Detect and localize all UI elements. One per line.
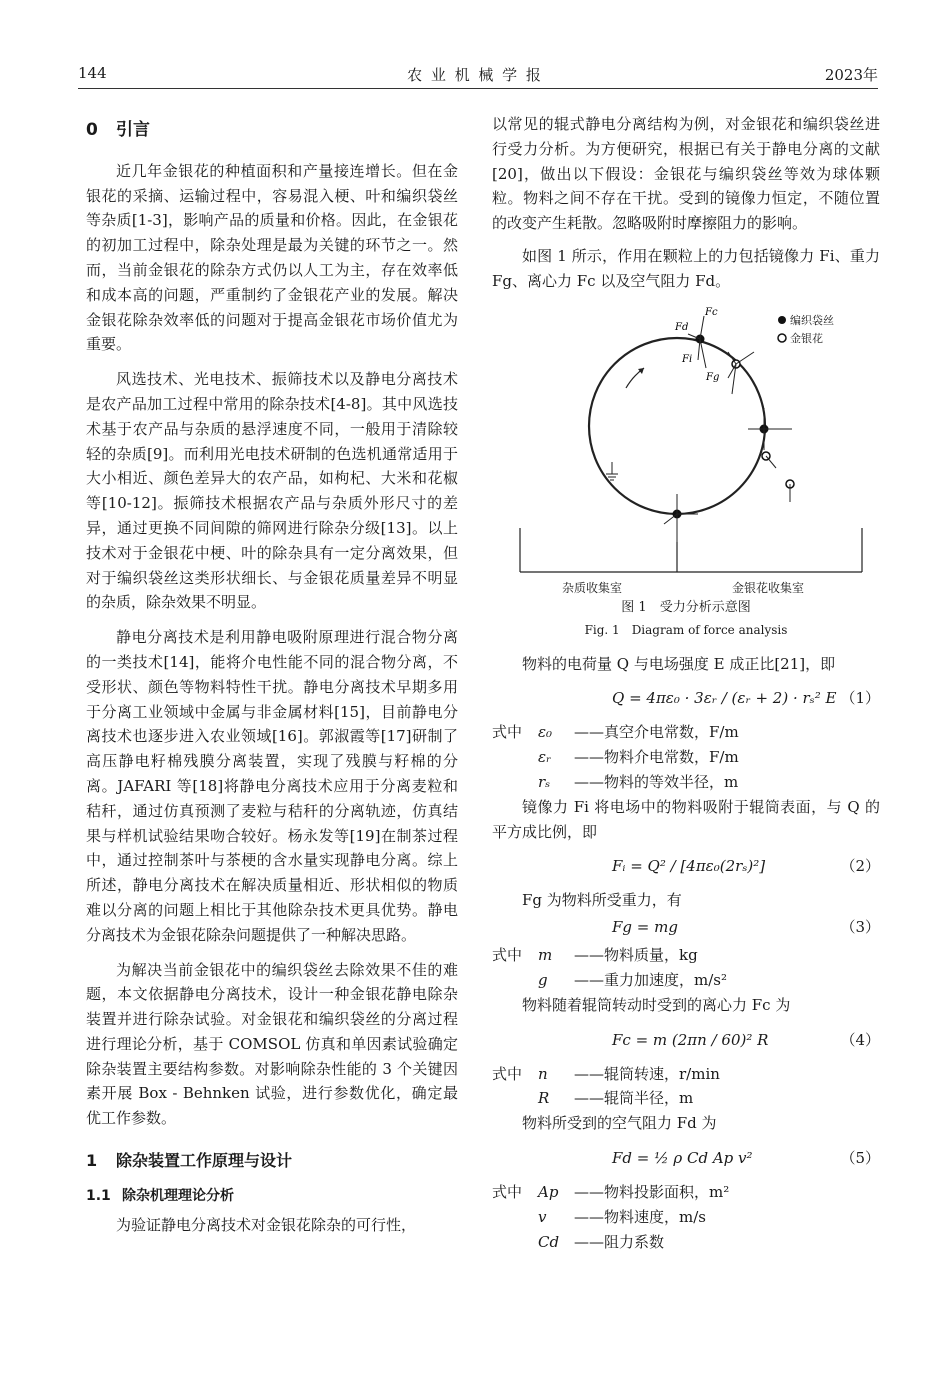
equation-5-number: （5） (840, 1148, 880, 1167)
definition-row: R ——辊筒半径，m (538, 1089, 694, 1108)
legend-flower-marker (778, 334, 786, 342)
section-0-heading (86, 118, 458, 143)
equation-3-number: （3） (840, 918, 880, 937)
eq-intro-4: 物料随着辊筒转动时受到的离心力 Fc 为 (522, 995, 791, 1014)
definition-row: 式中 Ap ——物料投影面积，m² (492, 1182, 730, 1201)
definition-row: 式中 n ——辊筒转速，r/min (492, 1064, 720, 1083)
year: 2023年 (824, 66, 878, 84)
section-1-1-heading (86, 1184, 458, 1209)
page-number: 144 (78, 64, 107, 82)
section-title: 引言 (116, 120, 150, 140)
intro-paragraph-3: 静电分离技术是利用静电吸附原理进行混合物分离的一类技术[14]，能将介电性能不同的混合物分离，不受形状、颜色等物料特性干扰。静电分离技术早期多用于分离工业领域中金属与非金属材料[15]，目前静电分离技术也逐步进入农业领域[16]。郭淑霞等[17]研制了高压静电籽棉残膜分离装置，实现了残膜与籽棉的分离。JAFARI 等[18]将静电分离技术应用于分离麦粒和秸秆，通过仿真预测了麦粒与秸秆的分离轨迹，仿真结果与样机试验结果吻合较好。杨永发等[19]在制茶过程中，通过控制茶叶与茶梗的含水量实现静电分离。综上所述，静电分离技术在解决质量相近、形状相似的物质难以分离的问题上相比于其他除杂技术更具优势。静电分离技术为金银花除杂问题提供了一种解决思路。 (86, 628, 458, 944)
equation-1-body: Q = 4πε₀ · 3εᵣ / (εᵣ + 2) · rₛ² E (612, 689, 837, 708)
definition-row: v ——物料速度，m/s (538, 1207, 706, 1226)
label-Fg: Fg (706, 371, 720, 383)
section-number: 1 (86, 1151, 98, 1171)
subsection-number: 1.1 (86, 1187, 111, 1204)
equation-4-number: （4） (840, 1030, 880, 1049)
definition-row: rₛ ——物料的等效半径，m (538, 772, 739, 791)
legend-fiber-marker (778, 316, 786, 324)
equation-3 (492, 913, 880, 943)
analysis-paragraph-2: 如图 1 所示，作用在颗粒上的力包括镜像力 Fi、重力 Fg、离心力 Fc 以及空气阻力 Fd。 (492, 246, 880, 290)
equation-2 (492, 844, 880, 888)
definition-row: 式中 m ——物料质量，kg (492, 946, 698, 965)
equation-4-body: Fc = m (2πn / 60)² R (612, 1030, 769, 1049)
intro-paragraph-1: 近几年金银花的种植面积和产量接连增长。但在金银花的采摘、运输过程中，容易混入梗、叶和编织袋丝等杂质[1-3]，影响产品的质量和价格。因此，在金银花的初加工过程中，除杂处理是最为关键的环节之一。然而，当前金银花的除杂方式仍以人工为主，存在效率低和成本高的问题，严重制约了金银花产业的发展。解决金银花除杂效率低的问题对于提高金银花市场价值尤为重要。 (86, 161, 458, 354)
header-rule (78, 88, 878, 89)
label-Fi: Fi (682, 353, 693, 365)
equation-5 (492, 1136, 880, 1180)
arrow-Fc-falling (766, 456, 776, 468)
rotation-arrowhead (638, 368, 644, 374)
definition-row: Cd ——阻力系数 (538, 1232, 665, 1251)
figure-caption-cn: 图 1 受力分析示意图 (621, 599, 751, 615)
eq-intro-1: 物料的电荷量 Q 与电场强度 E 成正比[21]，即 (522, 654, 836, 673)
figure-1 (492, 294, 880, 644)
equation-2-body: Fᵢ = Q² / [4πε₀(2rₛ)²] (612, 857, 766, 876)
bin-impurity-label: 杂质收集室 (562, 580, 623, 595)
label-Fd: Fd (675, 321, 689, 333)
equation-5-body: Fd = ½ ρ Cd Ap v² (612, 1148, 753, 1167)
intro-paragraph-4: 为解决当前金银花中的编织袋丝去除效果不佳的难题，本文依据静电分离技术，设计一种金银花静电除杂装置并进行除杂试验。对金银花和编织袋丝的分离过程进行理论分析，基于 COMSOL 仿真和单因素试验确定除杂装置主要结构参数。对影响除杂性能的 3 个关键因素开展 Box - Behnken 试验，进行参数优化，确定最优工作参数。 (86, 960, 458, 1128)
section-title: 除杂装置工作原理与设计 (116, 1151, 293, 1171)
bin-flower-label: 金银花收集室 (732, 580, 805, 595)
equation-3-body: Fg = mg (612, 918, 678, 937)
arrow-Fc-flower (736, 352, 754, 364)
right-column (492, 112, 880, 1254)
legend (790, 312, 834, 348)
equation-1 (492, 676, 880, 720)
legend-fiber: 编织袋丝 (790, 313, 834, 327)
legend-flower: 金银花 (790, 331, 823, 345)
journal-title: 农 业 机 械 学 报 (407, 66, 543, 84)
analysis-paragraph-1: 以常见的辊式静电分离结构为例，对金银花和编织袋丝进行受力分析。为方便研究，根据已有关于静电分离的文献[20]，做出以下假设：金银花与编织袋丝等效为球体颗粒。物料之间不存在干扰。受到的镜像力恒定，不随位置的改变产生耗散。忽略吸附时摩擦阻力的影响。 (492, 115, 880, 233)
equation-1-number: （1） (840, 689, 880, 708)
definition-row: 式中 ε₀ ——真空介电常数，F/m (492, 723, 739, 742)
eq-intro-3: Fg 为物料所受重力，有 (522, 891, 682, 910)
section-number: 0 (86, 120, 98, 140)
intro-paragraph-2: 风选技术、光电技术、振筛技术以及静电分离技术是农产品加工过程中常用的除杂技术[4-8]。其中风选技术基于农产品与杂质的悬浮速度不同，一般用于清除较轻的杂质[9]。而利用光电技术研制的色选机通常适用于大小相近、颜色差异大的农产品，如枸杞、大米和花椒等[10-12]。振筛技术根据农产品与杂质外形尺寸的差异，通过更换不同间隙的筛网进行除杂分级[13]。以上技术对于金银花中梗、叶的除杂具有一定分离效果，但对于编织袋丝这类形状细长、与金银花质量差异不明显的杂质，除杂效果不明显。 (86, 370, 458, 612)
arrow-Fc-bottom (664, 514, 677, 524)
equation-2-number: （2） (840, 857, 880, 876)
definition-row: εᵣ ——物料介电常数，F/m (538, 748, 739, 767)
eq-intro-2: 镜像力 Fi 将电场中的物料吸附于辊筒表面，与 Q 的平方成比例，即 (492, 797, 880, 841)
left-column (86, 112, 458, 1237)
section-1-heading (86, 1149, 458, 1174)
subsection-title: 除杂机理理论分析 (122, 1187, 234, 1204)
method-paragraph-start: 为验证静电分离技术对金银花除杂的可行性， (116, 1215, 417, 1234)
eq-intro-5: 物料所受到的空气阻力 Fd 为 (522, 1114, 717, 1133)
label-Fc: Fc (705, 306, 718, 318)
figure-caption-en: Fig. 1 Diagram of force analysis (584, 622, 788, 637)
definition-row: g ——重力加速度，m/s² (538, 970, 727, 989)
equation-4 (492, 1018, 880, 1062)
